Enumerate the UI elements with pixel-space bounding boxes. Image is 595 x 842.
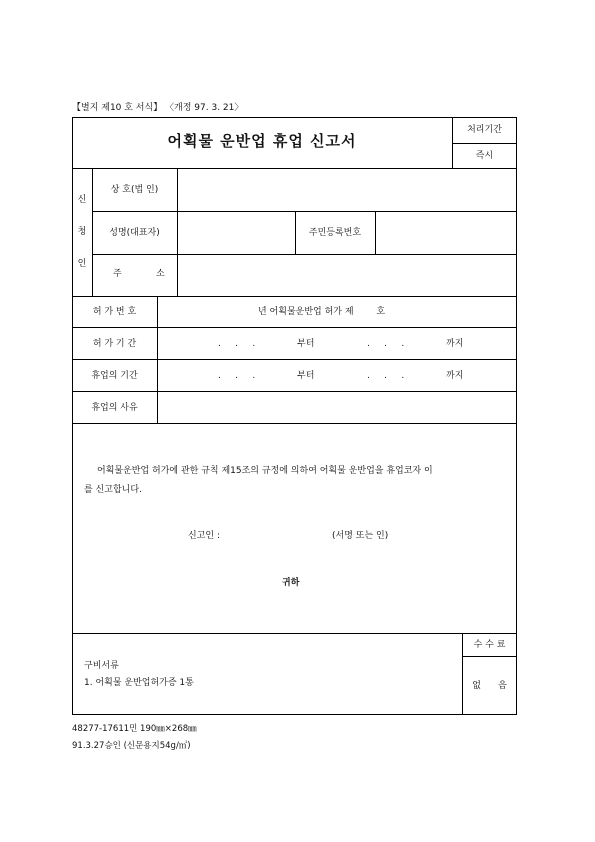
applicant-side-label-2: 청 — [77, 227, 87, 237]
permit-period-label: 허 가 기 간 — [92, 339, 137, 349]
suspension-period-until: 까지 — [446, 371, 464, 381]
fee-label-line — [462, 656, 517, 657]
footer-line-1: 48277-17611민 190㎜×268㎜ — [72, 724, 197, 734]
documents-top-line — [72, 633, 517, 634]
applicant-side-label-1: 신 — [77, 195, 87, 205]
processing-period-value: 즉시 — [475, 151, 494, 161]
permit-period-to-date: . . . — [367, 339, 405, 349]
applicant-side-label-3: 인 — [77, 259, 87, 269]
trade-name-label: 상 호(법 인) — [110, 185, 159, 195]
permit-number-label: 허 가 번 호 — [92, 307, 137, 317]
resident-number-label: 주민등록번호 — [308, 228, 362, 238]
applicant-bottom-line — [72, 296, 517, 297]
resident-number-field[interactable] — [376, 212, 516, 254]
representative-label: 성명(대표자) — [109, 228, 160, 238]
processing-period-label: 처리기간 — [467, 125, 502, 135]
suspension-period-from: 부터 — [297, 371, 315, 381]
reporter-label: 신고인 : — [188, 531, 220, 541]
fee-value: 없 음 — [472, 681, 507, 691]
processing-divider — [452, 143, 517, 144]
addressee: 귀하 — [282, 578, 300, 588]
suspension-period-to-date: . . . — [367, 371, 405, 381]
statement-line-1: 어획물운반업 허가에 관한 규칙 제15조의 규정에 의하여 어획물 운반업을 휴업코자 이 — [97, 466, 433, 476]
footer-line-2: 91.3.27승인 (신문용지54g/㎡) — [72, 741, 191, 751]
row-line-4 — [72, 423, 517, 424]
fee-label: 수 수 료 — [473, 640, 506, 650]
row-line-2 — [72, 359, 517, 360]
trade-name-field[interactable] — [178, 169, 516, 211]
signature-label: (서명 또는 인) — [332, 531, 389, 541]
address-label-second: 소 — [156, 269, 165, 279]
suspension-period-label: 휴업의 기간 — [91, 371, 138, 381]
permit-period-from: 부터 — [297, 339, 315, 349]
representative-field[interactable] — [178, 212, 295, 254]
statement-line-2: 를 신고합니다. — [84, 485, 142, 495]
suspension-reason-field[interactable] — [158, 392, 516, 423]
suspension-reason-label: 휴업의 사유 — [91, 403, 138, 413]
required-documents-title: 구비서류 — [84, 661, 119, 671]
permit-period-until: 까지 — [446, 339, 464, 349]
form-reference-note: 【별지 제10 호 서식】 〈개정 97. 3. 21〉 — [72, 103, 244, 113]
address-label-first: 주 — [113, 269, 122, 279]
permit-number-text: 년 어획물운반업 허가 제 호 — [258, 307, 386, 317]
required-document-item-1: 1. 어획물 운반업허가증 1통 — [84, 678, 194, 688]
form-title: 어획물 운반업 휴업 신고서 — [167, 132, 357, 150]
suspension-period-from-date: . . . — [218, 371, 256, 381]
address-field[interactable] — [178, 255, 516, 296]
permit-period-from-date: . . . — [218, 339, 256, 349]
row-line-1 — [72, 327, 517, 328]
